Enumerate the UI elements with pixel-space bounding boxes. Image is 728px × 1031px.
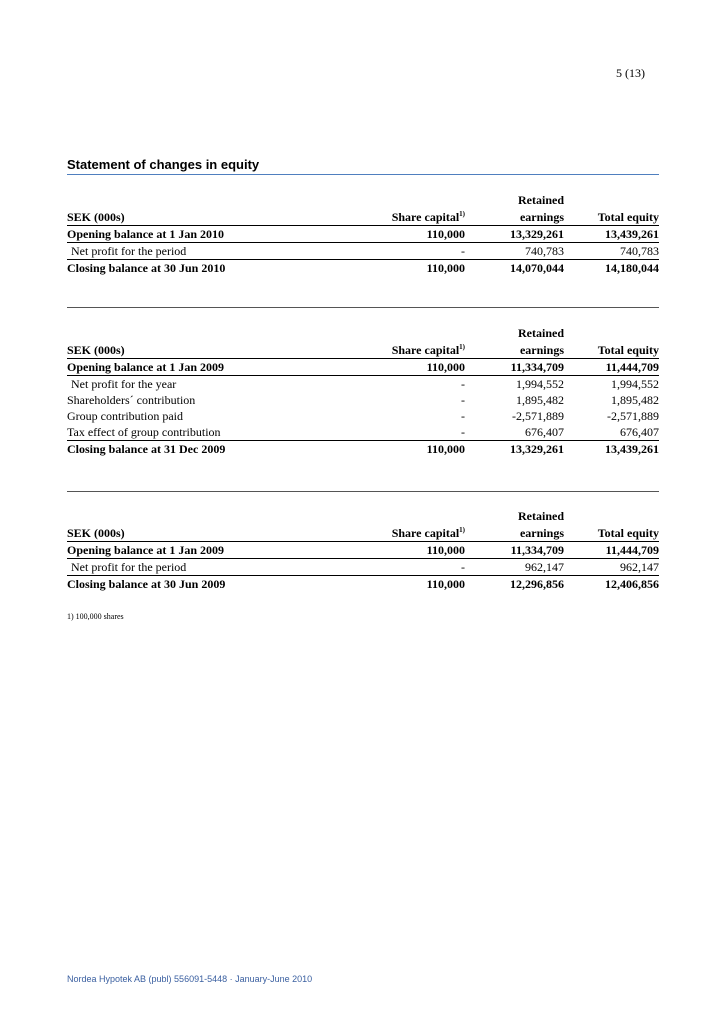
total-value: 962,147 xyxy=(620,560,659,574)
row-label: Group contribution paid xyxy=(67,409,183,423)
retained-header-top: Retained xyxy=(518,193,564,207)
share-value: 110,000 xyxy=(426,227,465,241)
sek-header: SEK (000s) xyxy=(67,210,125,224)
share-value: 110,000 xyxy=(426,577,465,591)
footnote-marker: 1) xyxy=(459,343,465,351)
table-row xyxy=(67,392,659,408)
table-header-top xyxy=(67,192,659,209)
share-capital-header: Share capital$^{1)}$ xyxy=(391,210,465,224)
retained-header-top: Retained xyxy=(518,509,564,523)
page-title: Statement of changes in equity xyxy=(67,157,659,175)
total-value: -2,571,889 xyxy=(607,409,659,423)
retained-value: 11,334,709 xyxy=(510,360,564,374)
section-divider xyxy=(67,491,659,492)
total-value: 1,895,482 xyxy=(611,393,659,407)
total-equity-header: Total equity xyxy=(597,210,659,224)
row-label: Shareholders´ contribution xyxy=(67,393,196,407)
retained-header-bottom: earnings xyxy=(519,210,564,224)
retained-value: 740,783 xyxy=(525,244,564,258)
sek-header: SEK (000s) xyxy=(67,526,125,540)
table-header xyxy=(67,209,659,226)
total-value: 1,994,552 xyxy=(611,377,659,391)
page-number: 5 (13) xyxy=(616,66,645,80)
table-header-top xyxy=(67,508,659,525)
share-value: - xyxy=(461,425,465,439)
share-value: - xyxy=(461,409,465,423)
total-value: 12,406,856 xyxy=(605,577,659,591)
row-label: Opening balance at 1 Jan 2010 xyxy=(67,227,225,241)
retained-value: -2,571,889 xyxy=(512,409,564,423)
equity-table-2010 xyxy=(67,192,659,276)
table-row xyxy=(67,359,659,375)
table-header xyxy=(67,342,659,359)
row-label: Net profit for the period xyxy=(71,560,187,574)
share-value: - xyxy=(461,244,465,258)
table-header xyxy=(67,525,659,542)
table-row xyxy=(67,259,659,276)
retained-value: 1,895,482 xyxy=(516,393,564,407)
table-header-top xyxy=(67,325,659,342)
share-value: 110,000 xyxy=(426,442,465,456)
page-footer: Nordea Hypotek AB (publ) 556091-5448 · January-June 2010 xyxy=(67,974,313,984)
row-label: Net profit for the year xyxy=(71,377,177,391)
share-value: - xyxy=(461,393,465,407)
row-label: Closing balance at 30 Jun 2009 xyxy=(67,577,226,591)
retained-value: 1,994,552 xyxy=(516,377,564,391)
total-value: 13,439,261 xyxy=(605,442,659,456)
total-equity-header: Total equity xyxy=(597,526,659,540)
retained-header-top: Retained xyxy=(518,326,564,340)
total-equity-header: Total equity xyxy=(597,343,659,357)
row-label: Tax effect of group contribution xyxy=(67,425,221,439)
table-row xyxy=(67,375,659,392)
share-value: 110,000 xyxy=(426,543,465,557)
table-row xyxy=(67,242,659,259)
retained-value: 676,407 xyxy=(525,425,564,439)
total-value: 11,444,709 xyxy=(605,543,659,557)
sek-header: SEK (000s) xyxy=(67,343,125,357)
retained-header-bottom: earnings xyxy=(519,343,564,357)
row-label: Opening balance at 1 Jan 2009 xyxy=(67,543,225,557)
total-value: 13,439,261 xyxy=(605,227,659,241)
retained-value: 12,296,856 xyxy=(510,577,564,591)
table-row xyxy=(67,424,659,440)
retained-value: 14,070,044 xyxy=(510,261,564,275)
retained-value: 11,334,709 xyxy=(510,543,564,557)
row-label: Opening balance at 1 Jan 2009 xyxy=(67,360,225,374)
total-value: 11,444,709 xyxy=(605,360,659,374)
row-label: Net profit for the period xyxy=(71,244,187,258)
table-row xyxy=(67,226,659,242)
retained-value: 13,329,261 xyxy=(510,442,564,456)
total-value: 14,180,044 xyxy=(605,261,659,275)
share-value: 110,000 xyxy=(426,360,465,374)
equity-table-2009-full xyxy=(67,325,659,457)
table-row xyxy=(67,440,659,457)
section-divider xyxy=(67,307,659,308)
footnote-marker: 1) xyxy=(459,526,465,534)
retained-value: 962,147 xyxy=(525,560,564,574)
row-label: Closing balance at 31 Dec 2009 xyxy=(67,442,226,456)
retained-value: 13,329,261 xyxy=(510,227,564,241)
share-capital-header: Share capital$^{1)}$ xyxy=(391,526,465,540)
table-row xyxy=(67,408,659,424)
equity-table-2009-h1 xyxy=(67,508,659,592)
footnote: 1) 100,000 shares xyxy=(67,612,124,621)
table-row xyxy=(67,542,659,558)
share-value: 110,000 xyxy=(426,261,465,275)
footnote-marker: 1) xyxy=(459,210,465,218)
retained-header-bottom: earnings xyxy=(519,526,564,540)
table-row xyxy=(67,558,659,575)
row-label: Closing balance at 30 Jun 2010 xyxy=(67,261,226,275)
share-capital-header: Share capital$^{1)}$ xyxy=(391,343,465,357)
share-value: - xyxy=(461,560,465,574)
share-value: - xyxy=(461,377,465,391)
total-value: 740,783 xyxy=(620,244,659,258)
table-row xyxy=(67,575,659,592)
total-value: 676,407 xyxy=(620,425,659,439)
